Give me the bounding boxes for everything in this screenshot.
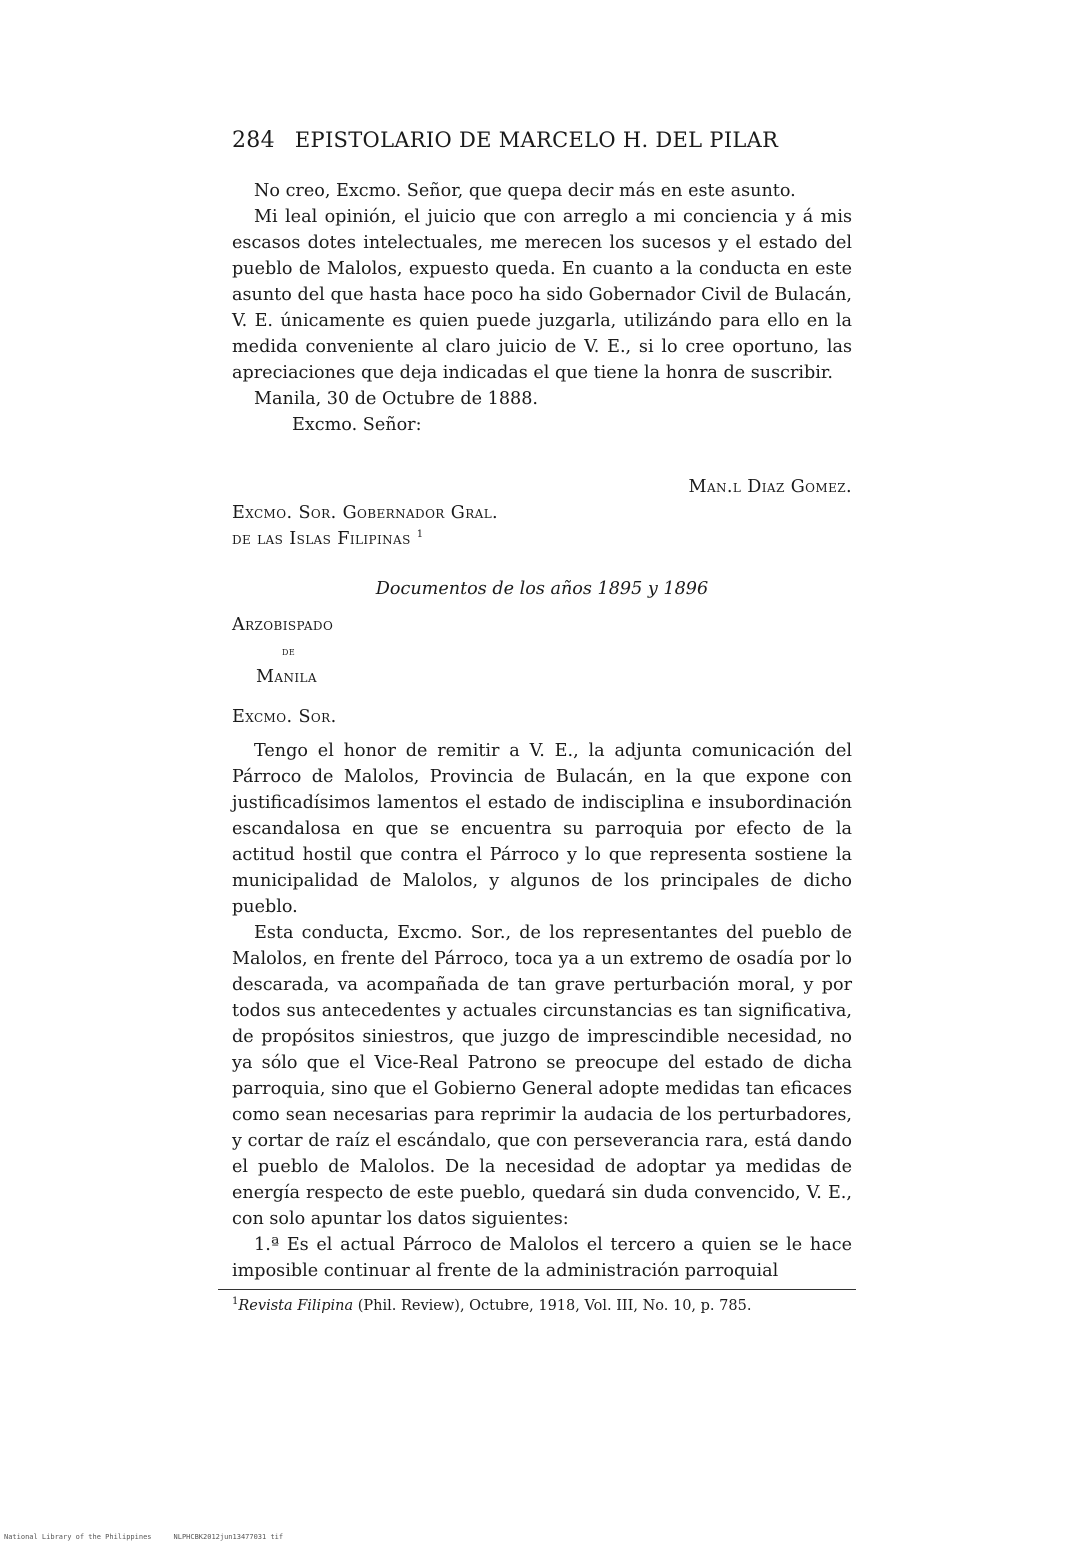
letter-two-salutation <box>232 704 852 730</box>
archive-institution: National Library of the Philippines <box>4 1533 152 1541</box>
signature: Man.l Diaz Gomez. <box>688 477 852 497</box>
footnote-rule <box>218 1289 856 1290</box>
sender-block <box>232 612 852 690</box>
addressee-line-text: de las Islas Filipinas <box>232 529 411 549</box>
sender-line: Arzobispado <box>232 615 334 635</box>
footnote-text: (Phil. Review), Octubre, 1918, Vol. III, No. 10, p. 785. <box>353 1298 752 1314</box>
closing-salutation: Excmo. Señor: <box>292 415 422 435</box>
archive-filename: NLPHCBK2012jun13477031 tif <box>173 1533 284 1541</box>
sender-line: de <box>282 644 296 658</box>
footnote-marker: 1 <box>416 529 424 541</box>
signature-block <box>232 474 864 500</box>
paragraph: 1.ª Es el actual Párroco de Malolos el tercero a quien se le hace imposible continuar al frente de la administración parroquial <box>232 1235 852 1281</box>
addressee-block <box>232 500 852 552</box>
paragraph: Esta conducta, Excmo. Sor., de los representantes del pueblo de Malolos, en frente del Párroco, toca ya a un extremo de osadía por lo descarada, va acompañada de tan grave perturbación moral, y por todos sus antecedentes y actuales circunstancias es tan significativa, de propósitos siniestros, que juzgo de imprescindible necesidad, no ya sólo que el Vice-Real Patrono se preocupe del estado de dicha parroquia, sino que el Gobierno General adopte medidas tan eficaces como sean necesarias para reprimir la audacia de los perturbadores, y cortar de raíz el escándalo, que con perseverancia rara, está dando el pueblo de Malolos. De la necesidad de adoptar ya medidas de energía respecto de este pueblo, quedará sin duda convencido, V. E., con solo apuntar los datos siguientes: <box>232 923 852 1229</box>
addressee-line: Excmo. Sor. Gobernador Gral. <box>232 503 499 523</box>
running-title: EPISTOLARIO DE MARCELO H. DEL PILAR <box>294 128 779 152</box>
footnote-source: Revista Filipina <box>238 1298 354 1314</box>
letter-one-body <box>232 178 852 438</box>
footnote <box>232 1296 852 1316</box>
paragraph: Mi leal opinión, el juicio que con arreglo a mi conciencia y á mis escasos dotes intelectuales, me merecen los sucesos y el estado del pueblo de Malolos, expuesto queda. En cuanto a la conducta en este asunto del que hasta hace poco ha sido Gobernador Civil de Bulacán, V. E. únicamente es quien puede juzgarla, utilizándo para ello en la medida conveniente al claro juicio de V. E., si lo cree oportuno, las apreciaciones que deja indicadas el que tiene la honra de suscribir. <box>232 207 852 383</box>
paragraph: No creo, Excmo. Señor, que quepa decir más en este asunto. <box>254 181 796 201</box>
section-title <box>232 576 852 602</box>
sender-line: Manila <box>256 667 317 687</box>
letter-two-body <box>232 738 852 1284</box>
addressee-line <box>232 526 852 552</box>
page-number: 284 <box>232 128 275 153</box>
closing-date: Manila, 30 de Octubre de 1888. <box>254 389 538 409</box>
archive-stamp <box>4 1533 305 1541</box>
section-heading: Documentos de los años 1895 y 1896 <box>375 579 709 599</box>
paragraph: Tengo el honor de remitir a V. E., la adjunta comunicación del Párroco de Malolos, Provincia de Bulacán, en la que expone con justificadísimos lamentos el estado de indisciplina e insubordinación escandalosa en que se encuentra su parroquia por efecto de la actitud hostil que contra el Párroco y lo que representa sostiene la municipalidad de Malolos, y algunos de los principales de dicho pueblo. <box>232 741 852 917</box>
salutation: Excmo. Sor. <box>232 707 337 727</box>
running-header <box>232 128 852 153</box>
footnote-number: 1 <box>232 1296 239 1308</box>
